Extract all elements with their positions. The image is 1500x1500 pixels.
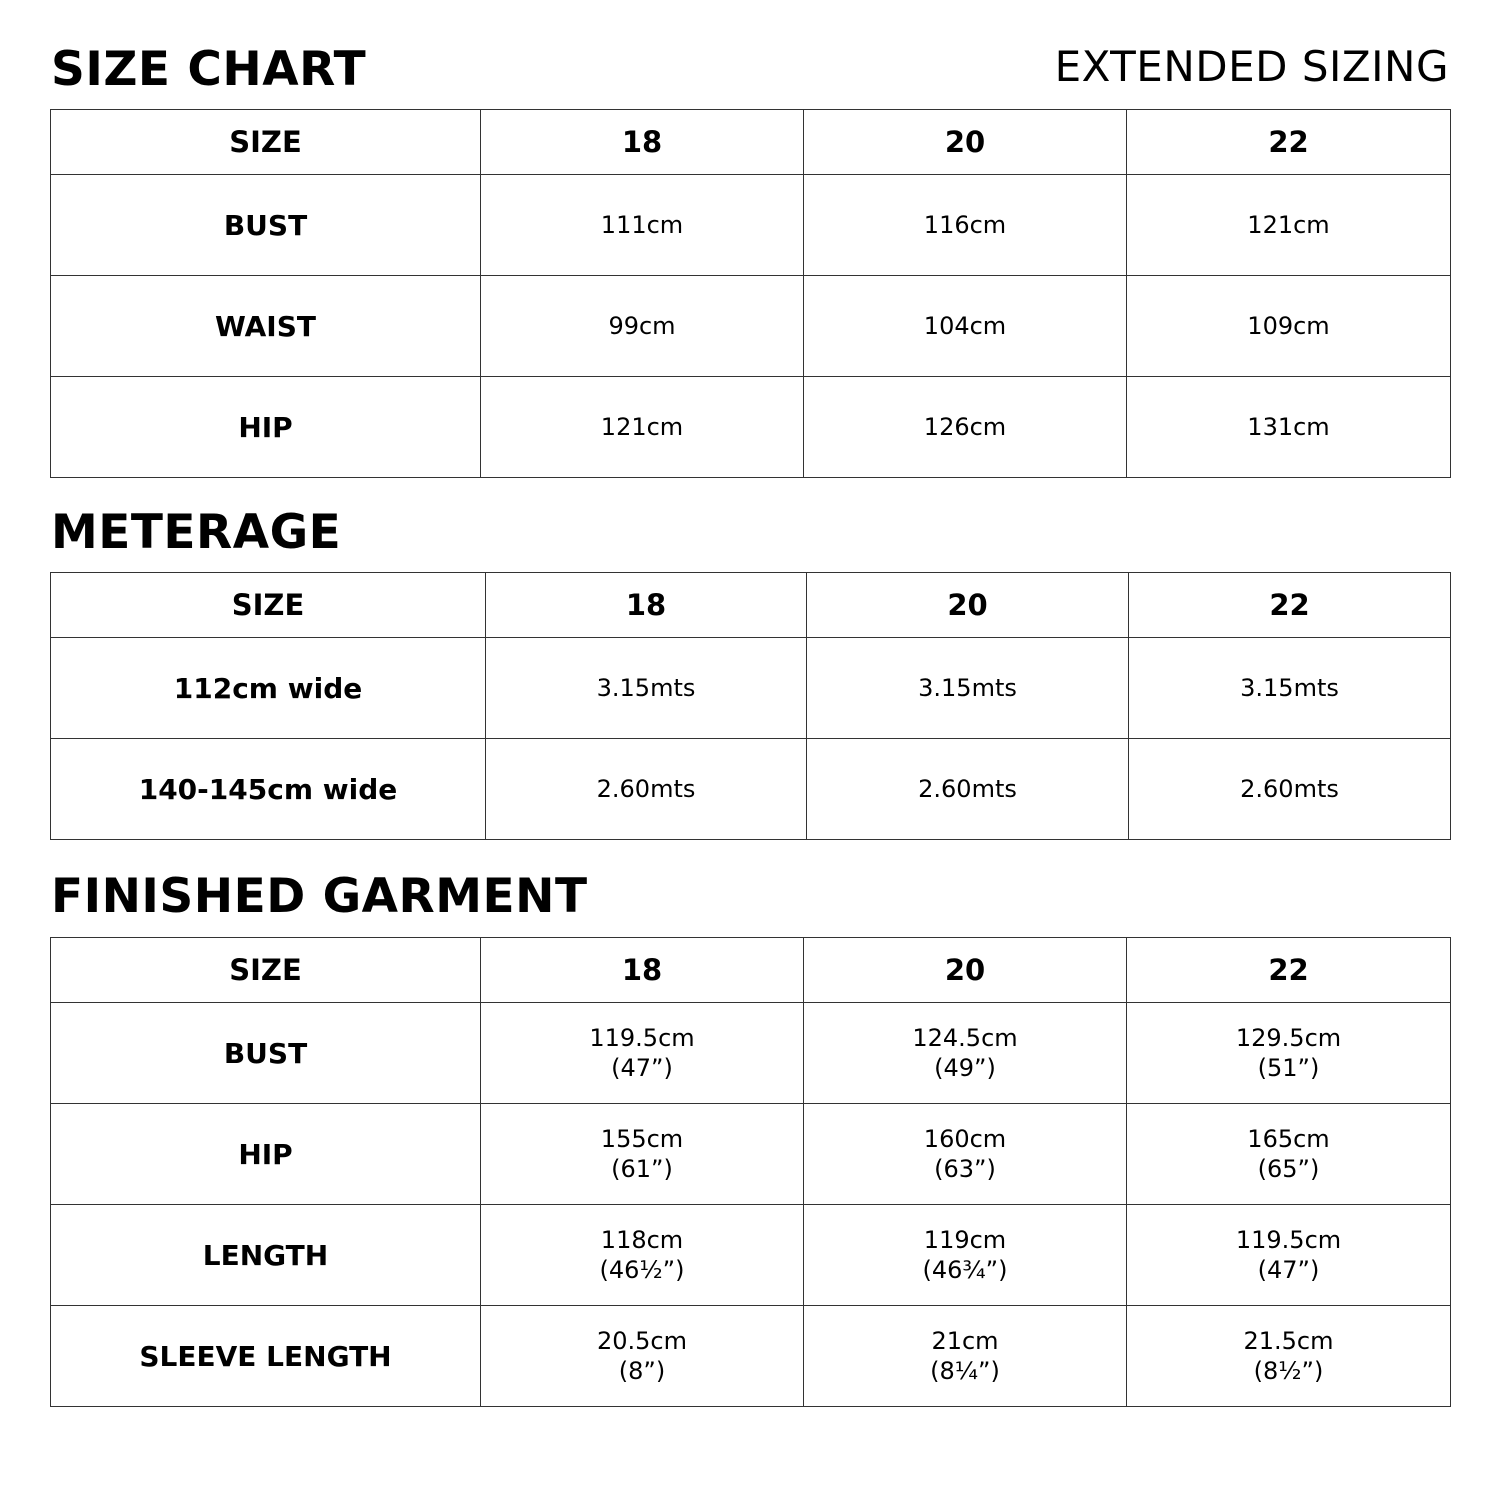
row-label: 112cm wide [51,638,486,739]
row-label: WAIST [51,276,481,377]
cm-value: 118cm [600,1226,684,1254]
inch-value: (61”) [611,1155,673,1183]
cm-value: 21cm [931,1327,999,1355]
table-cell: 99cm [481,276,804,377]
table-row [51,377,1451,478]
table-cell [1127,1306,1451,1407]
table-cell [804,1003,1127,1104]
table-cell [1127,1104,1451,1205]
cm-value: 160cm [923,1125,1007,1153]
table-cell [481,1205,804,1306]
table-cell [804,1205,1127,1306]
table-cell: 3.15mts [807,638,1129,739]
header-cell: 20 [804,110,1127,175]
cm-value: 165cm [1247,1125,1330,1153]
table-cell [481,1003,804,1104]
cm-value: 21.5cm [1243,1327,1334,1355]
table-header-row [51,573,1451,638]
row-label: HIP [51,377,481,478]
inch-value: (65”) [1257,1155,1320,1183]
inch-value: (8¼”) [930,1357,1000,1385]
cm-value: 155cm [600,1125,684,1153]
table-cell: 111cm [481,175,804,276]
header-cell: SIZE [51,573,486,638]
inch-value: (63”) [934,1155,996,1183]
table-cell: 131cm [1127,377,1451,478]
table-row [51,276,1451,377]
table-cell: 104cm [804,276,1127,377]
meterage-title: METERAGE [51,505,342,560]
meterage-table [50,572,1451,840]
inch-value: (46½”) [599,1256,685,1284]
table-cell [481,1104,804,1205]
header-cell: 18 [481,938,804,1003]
inch-value: (46¾”) [922,1256,1008,1284]
header-cell: 22 [1127,110,1451,175]
inch-value: (8½”) [1253,1357,1324,1385]
page-title: SIZE CHART [51,42,367,97]
table-cell [481,1306,804,1407]
inch-value: (8”) [618,1357,666,1385]
table-cell: 3.15mts [486,638,807,739]
table-row [51,739,1451,840]
table-cell: 126cm [804,377,1127,478]
page-subtitle: EXTENDED SIZING [1054,42,1449,91]
table-row [51,175,1451,276]
inch-value: (47”) [611,1054,673,1082]
header-cell: 22 [1127,938,1451,1003]
table-header-row [51,110,1451,175]
table-row [51,638,1451,739]
cm-value: 124.5cm [912,1024,1018,1052]
table-cell [1127,1003,1451,1104]
header-cell: 20 [807,573,1129,638]
inch-value: (47”) [1257,1256,1320,1284]
row-label: BUST [51,1003,481,1104]
header-cell: 22 [1129,573,1451,638]
table-cell [804,1306,1127,1407]
table-cell: 3.15mts [1129,638,1451,739]
finished-garment-title: FINISHED GARMENT [51,869,588,924]
header-cell: 20 [804,938,1127,1003]
table-row [51,1306,1451,1407]
table-row [51,1104,1451,1205]
cm-value: 119.5cm [1235,1226,1342,1254]
cm-value: 119cm [923,1226,1007,1254]
table-cell: 116cm [804,175,1127,276]
table-row [51,1003,1451,1104]
row-label: SLEEVE LENGTH [51,1306,481,1407]
row-label: BUST [51,175,481,276]
row-label: HIP [51,1104,481,1205]
size-chart-table [50,109,1451,478]
row-label: 140-145cm wide [51,739,486,840]
cm-value: 20.5cm [596,1327,687,1355]
table-cell [1127,1205,1451,1306]
table-header-row [51,938,1451,1003]
header-cell: SIZE [51,110,481,175]
finished-garment-table [50,937,1451,1407]
table-cell: 2.60mts [486,739,807,840]
row-label: LENGTH [51,1205,481,1306]
inch-value: (51”) [1257,1054,1320,1082]
header-cell: SIZE [51,938,481,1003]
table-cell: 2.60mts [1129,739,1451,840]
header-cell: 18 [486,573,807,638]
table-cell: 121cm [481,377,804,478]
header-cell: 18 [481,110,804,175]
cm-value: 119.5cm [589,1024,695,1052]
table-cell: 2.60mts [807,739,1129,840]
table-row [51,1205,1451,1306]
table-cell: 109cm [1127,276,1451,377]
table-cell: 121cm [1127,175,1451,276]
inch-value: (49”) [934,1054,996,1082]
cm-value: 129.5cm [1235,1024,1342,1052]
table-cell [804,1104,1127,1205]
